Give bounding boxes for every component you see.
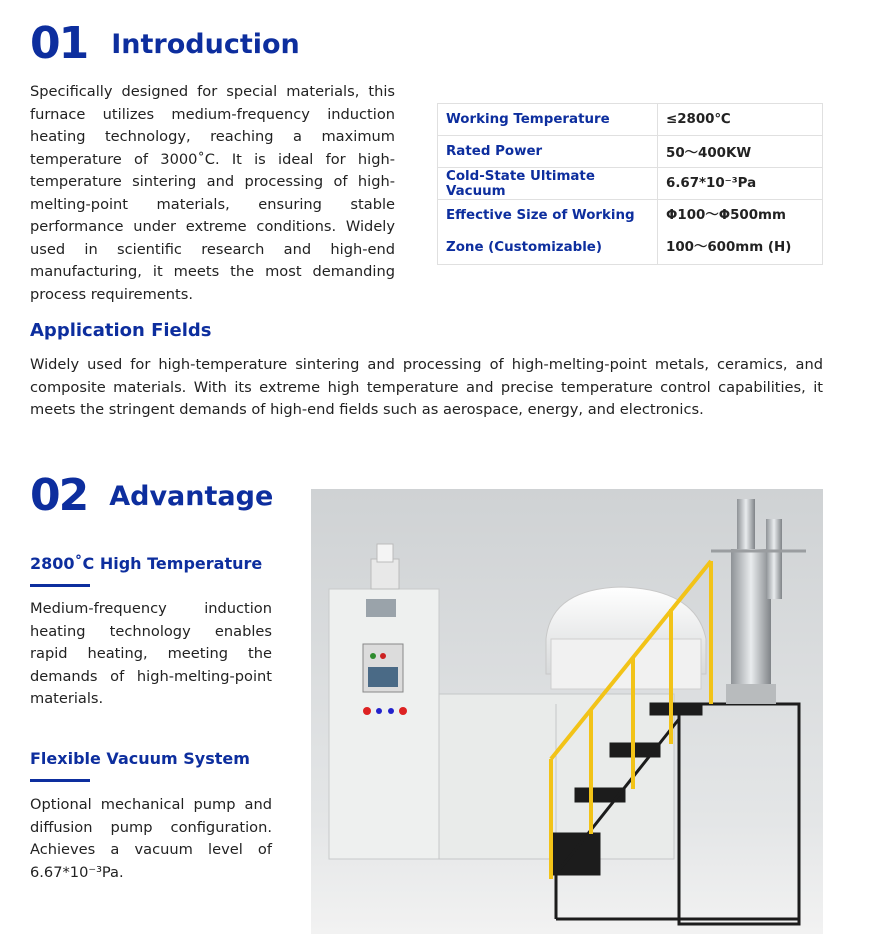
spec-label: Cold-State Ultimate Vacuum [438, 168, 658, 200]
section-title: Advantage [109, 480, 274, 512]
spec-table [437, 103, 823, 265]
advantage-item-title: 2800˚C High Temperature [30, 554, 263, 573]
table-row [438, 104, 823, 136]
application-paragraph: Widely used for high-temperature sintering and processing of high-melting-point metals, ceramics, and composite materials. With its extreme high temperature and precise temperature control capabilities, it meets the stringent demands of high-end fields such as aerospace, energy, and electronics. [30, 356, 823, 418]
spec-label: Rated Power [438, 136, 658, 168]
spec-label [438, 200, 658, 265]
spec-value: 50～400KW [658, 136, 823, 168]
spec-label-line: Zone (Customizable) [446, 240, 602, 255]
spec-label-line: Effective Size of Working [446, 208, 635, 223]
advantage-item-text: Optional mechanical pump and diffusion pump configuration. Achieves a vacuum level of 6.67*10⁻³Pa. [30, 796, 272, 881]
table-row [438, 136, 823, 168]
title-underline [30, 779, 90, 782]
advantage-item-text: Medium-frequency induction heating technology enables rapid heating, meeting the demands of high-melting-point materials. [30, 600, 272, 707]
spec-value: ≤2800℃ [658, 104, 823, 136]
section-title: Introduction [111, 28, 300, 60]
furnace-photo [311, 489, 823, 934]
spec-value [658, 200, 823, 265]
table-row [438, 168, 823, 200]
title-underline [30, 584, 90, 587]
application-title: Application Fields [30, 320, 212, 341]
spec-label: Working Temperature [438, 104, 658, 136]
section-number: 01 [30, 18, 88, 69]
spec-value-line: Φ100～Φ500mm [666, 208, 786, 223]
spec-value-line: 100～600mm (H) [666, 240, 792, 255]
control-cabinet [329, 544, 439, 859]
advantage-item-title: Flexible Vacuum System [30, 749, 250, 768]
advantage-header [30, 470, 274, 521]
furnace-dome [546, 587, 706, 689]
section-number: 02 [30, 470, 88, 521]
spec-value: 6.67*10⁻³Pa [658, 168, 823, 200]
table-row [438, 200, 823, 265]
intro-header [30, 18, 300, 69]
intro-paragraph: Specifically designed for special materials, this furnace utilizes medium-frequency induction heating technology, reaching a maximum temperature of 3000˚C. It is ideal for high-temperature sintering and processing of high-melting-point materials, ensuring stable performance under extreme conditions. Widely used in scientific research and high-end manufacturing, it meets the most demanding process requirements. [30, 83, 395, 303]
